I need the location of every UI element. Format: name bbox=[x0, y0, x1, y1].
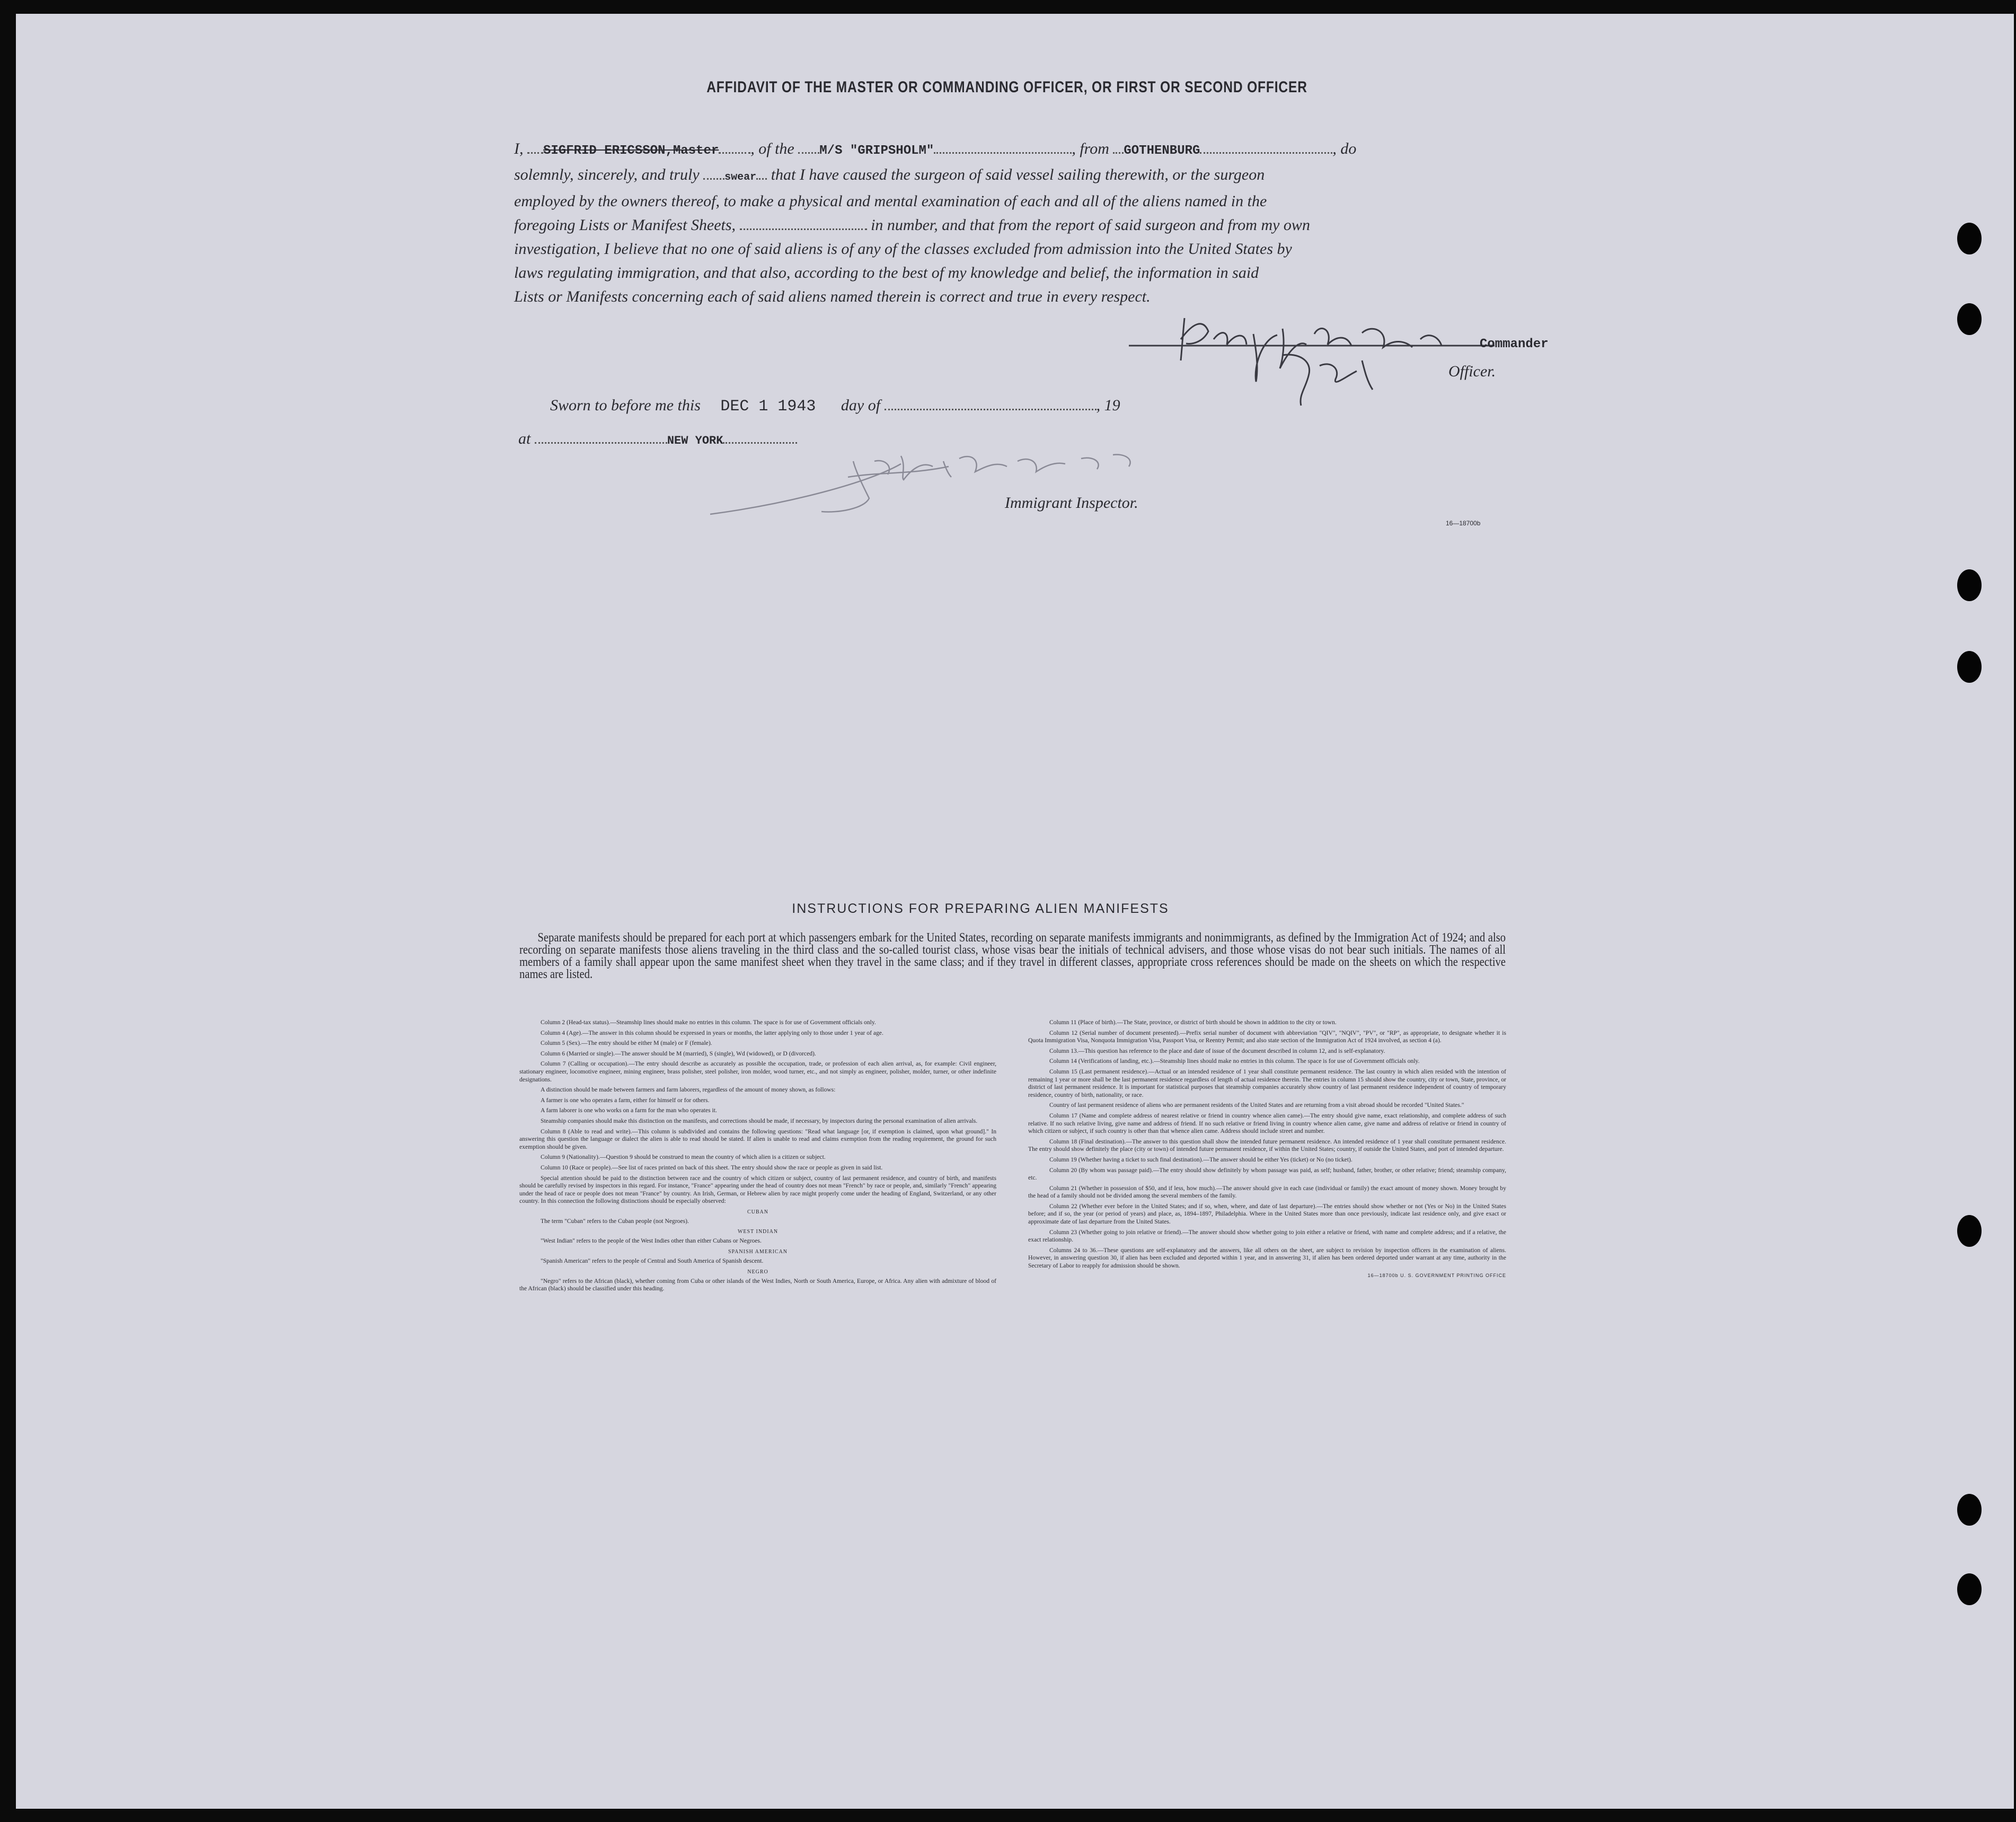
affidavit-line-6: laws regulating immigration, and that also, according to the best of my knowledge and belief, the information in said bbox=[514, 264, 1259, 281]
sworn-place: NEW YORK bbox=[667, 434, 723, 447]
spanish-american-heading: SPANISH AMERICAN bbox=[728, 1249, 788, 1255]
binder-hole bbox=[1957, 1573, 1982, 1605]
binder-hole bbox=[1957, 1215, 1982, 1247]
binder-hole bbox=[1957, 303, 1982, 335]
affidavit-body bbox=[514, 137, 1505, 309]
negro-heading: NEGRO bbox=[747, 1269, 768, 1275]
master-name: SIGFRID ERICSSON,Master bbox=[543, 144, 719, 158]
affidavit-line-5: investigation, I believe that no one of said aliens is of any of the classes excluded from admission into the United States by bbox=[514, 240, 1292, 258]
form-number: 16—18700b bbox=[1446, 520, 1481, 527]
immigrant-inspector-label: Immigrant Inspector. bbox=[1005, 494, 1138, 512]
inspector-signature bbox=[710, 429, 1240, 525]
affidavit-line-3: employed by the owners thereof, to make a physical and mental examination of each and all of the aliens named in the bbox=[514, 192, 1267, 210]
instructions-intro: Separate manifests should be prepared for each port at which passengers embark for the United States, recording on separate manifests immigrants and nonimmigrants, as defined by the Immigration Act of 1924; and also recording on separate manifests those aliens traveling in the third class and the so-called tourist class, whose visas bear the initials of technical advisers, and those whose visas do not bear such initials. The names of all members of a family shall appear upon the same manifest sheet when they travel in the same class; and if they travel in different classes, appropriate cross references should be made on the sheets on which the respective names are listed. bbox=[519, 931, 1506, 981]
commander-title: Commander bbox=[1480, 337, 1549, 351]
sworn-date-stamp: DEC 1 1943 bbox=[720, 398, 816, 416]
sworn-line: Sworn to before me this DEC 1 1943 day of , 19 bbox=[550, 397, 1120, 416]
instructions-right-column: Column 11 (Place of birth).—The State, province, or district of birth should be shown in addition to the city or town. Column 12 (Serial number of document presented).—Prefix serial number of document with abbreviation "QIV", "NQIV", "PV", or "RP", as appropriate, to designate whether it is Quota Immigration Visa, Nonquota Immigration Visa, Passport Visa, or Reentry Permit; and also state section of the Immigration Act of 1924 involved, as section 4 (a). Column 13.—This question has reference to the place and date of issue of the document described in column 12, and is self-explanatory. Column 14 (Verifications of landing, etc.).—Steamship lines should make no entries in this column. The space is for use of Government officials only. Column 15 (Last permanent residence).—Actual or an intended residence of 1 year shall constitute permanent residence. The last country in which alien resided with the intention of remaining 1 year or more shall be the last permanent residence regardless of length of actual residence therein. The entries in column 15 should show the country, city or town, State, province, or district of last permanent residence. It is important for statistical purposes that steamship companies accurately show country of last permanent residence independent of country of temporary residence, country of birth, nationality, or race. Country of last permanent residence of aliens who are permanent residents of the United States and are returning from a visit abroad should be recorded "United States." Column 17 (Name and complete address of nearest relative or friend in country whence alien came).—The entry should give name, exact relationship, and complete address of such relative. If no such relative living, give name and address of friend. If no such relative or friend living in country whence alien came, give name and address of relative or friend in country of which citizen or subject, if such country is other than that whence alien came. Address should include street and number. Column 18 (Final destination).—The answer to this question shall show the intended future permanent residence. An intended residence of 1 year shall constitute permanent residence. The entry should show definitely the place (city or town) of intended future permanent residence, if within the United States; country, if outside the United States, and port of intended departure. Column 19 (Whether having a ticket to such final destination).—The answer should be either Yes (ticket) or No (no ticket). Column 20 (By whom was passage paid).—The entry should show definitely by whom passage was paid, as self; husband, father, brother, or other relative; friend; steamship company, etc. Column 21 (Whether in possession of $50, and if less, how much).—The answer should give in each case (individual or family) the exact amount of money shown. Money brought by the head of a family should not be divided among the several members of the family. Column 22 (Whether ever before in the United States; and if so, when, where, and date of last departure).—The entries should show whether or not (Yes or No) in the United States before; and if so, the year (or period of years) and place, as, 1894–1897, Philadelphia. Where in the United States more than once previously, indicate last residence only, and give exact or approximate date of last departure from the United States. Column 23 (Whether going to join relative or friend).—The answer should show whether going to join either a relative or friend, with name and complete address; and if a relative, the exact relationship. Columns 24 to 36.—These questions are self-explanatory and the answers, like all others on the sheet, are subject to revision by inspection officers in the examination of aliens. However, in answering question 30, if alien has been excluded and deported within 1 year, and in answering 31, if alien has been ordered deported under warrant at any time, authority in the Secretary of Labor to reapply for admission should be shown. 16—18700b U. S. GOVERNMENT PRINTING OFFICE bbox=[1028, 1019, 1506, 1278]
affidavit-line-1: I, SIGFRID ERICSSON,Master , of the M/S "GRIPSHOLM" , from GOTHENBURG , do bbox=[514, 140, 1357, 158]
printing-office-footer: 16—18700b U. S. GOVERNMENT PRINTING OFFICE bbox=[1367, 1272, 1506, 1278]
affidavit-line-2: solemnly, sincerely, and truly swear that I have caused the surgeon of said vessel sailing therewith, or the surgeon bbox=[514, 166, 1265, 183]
binder-hole bbox=[1957, 1494, 1982, 1526]
sworn-place-line: at NEW YORK bbox=[518, 427, 797, 453]
officer-label: Officer. bbox=[1448, 363, 1496, 380]
binder-hole bbox=[1957, 223, 1982, 254]
west-indian-heading: WEST INDIAN bbox=[737, 1229, 779, 1235]
instructions-title: INSTRUCTIONS FOR PREPARING ALIEN MANIFESTS bbox=[792, 901, 1169, 916]
affidavit-line-7: Lists or Manifests concerning each of said aliens named therein is correct and true in every respect. bbox=[514, 288, 1151, 305]
ship-name: M/S "GRIPSHOLM" bbox=[819, 144, 934, 158]
affidavit-line-4: foregoing Lists or Manifest Sheets, in number, and that from the report of said surgeon and from my own bbox=[514, 216, 1310, 234]
master-signature bbox=[1124, 302, 1495, 413]
oath-word: swear bbox=[724, 171, 757, 183]
binder-hole bbox=[1957, 569, 1982, 601]
affidavit-title: AFFIDAVIT OF THE MASTER OR COMMANDING OFFICER, OR FIRST OR SECOND OFFICER bbox=[706, 78, 1307, 96]
cuban-heading: CUBAN bbox=[747, 1209, 768, 1215]
binder-hole bbox=[1957, 651, 1982, 683]
departure-port: GOTHENBURG bbox=[1124, 144, 1200, 158]
instructions-left-column: Column 2 (Head-tax status).—Steamship lines should make no entries in this column. The space is for use of Government officials only. Column 4 (Age).—The answer in this column should be expressed in years or months, the latter applying only to those under 1 year of age. Column 5 (Sex).—The entry should be either M (male) or F (female). Column 6 (Married or single).—The answer should be M (married), S (single), Wd (widowed), or D (divorced). Column 7 (Calling or occupation).—The entry should describe as accurately as possible the occupation, trade, or profession of each alien arrival, as, for example: Civil engineer, stationary engineer, locomotive engineer, mining engineer, brass polisher, steel polisher, iron molder, wood turner, etc., and not simply as engineer, polisher, molder, turner, or other indefinite designations. A distinction should be made between farmers and farm laborers, regardless of the amount of money shown, as follows: A farmer is one who operates a farm, either for himself or for others. A farm laborer is one who works on a farm for the man who operates it. Steamship companies should make this distinction on the manifests, and corrections should be made, if necessary, by inspectors during the personal examination of alien arrivals. Column 8 (Able to read and write).—This column is subdivided and contains the following questions: "Read what language [or, if exemption is claimed, upon what ground]." In answering this question the language or dialect the alien is able to read should be stated. If alien is unable to read and claims exemption from the reading requirement, the ground for such exemption should be given. Column 9 (Nationality).—Question 9 should be construed to mean the country of which alien is a citizen or subject. Column 10 (Race or people).—See list of races printed on back of this sheet. The entry should show the race or people as given in said list. Special attention should be paid to the distinction between race and the country of which citizen or subject, country of last permanent residence, and country of birth, and manifests should be carefully revised by inspectors in this regard. For instance, "France" appearing under the head of country does not mean "French" by race or people, and, similarly "French" appearing under the head of race or people does not mean "France" by country. An Irish, German, or Hebrew alien by race might properly come under the heading of England, Switzerland, or any other country. In this connection the following distinctions should be especially observed: CUBAN The term "Cuban" refers to the Cuban people (not Negroes). WEST INDIAN "West Indian" refers to the people of the West Indies other than either Cubans or Negroes. SPANISH AMERICAN "Spanish American" refers to the people of Central and South America of Spanish descent. NEGRO "Negro" refers to the African (black), whether coming from Cuba or other islands of the West Indies, North or South America, Europe, or Africa. Any alien with admixture of blood of the African (black) should be classified under this heading. bbox=[519, 1019, 996, 1292]
